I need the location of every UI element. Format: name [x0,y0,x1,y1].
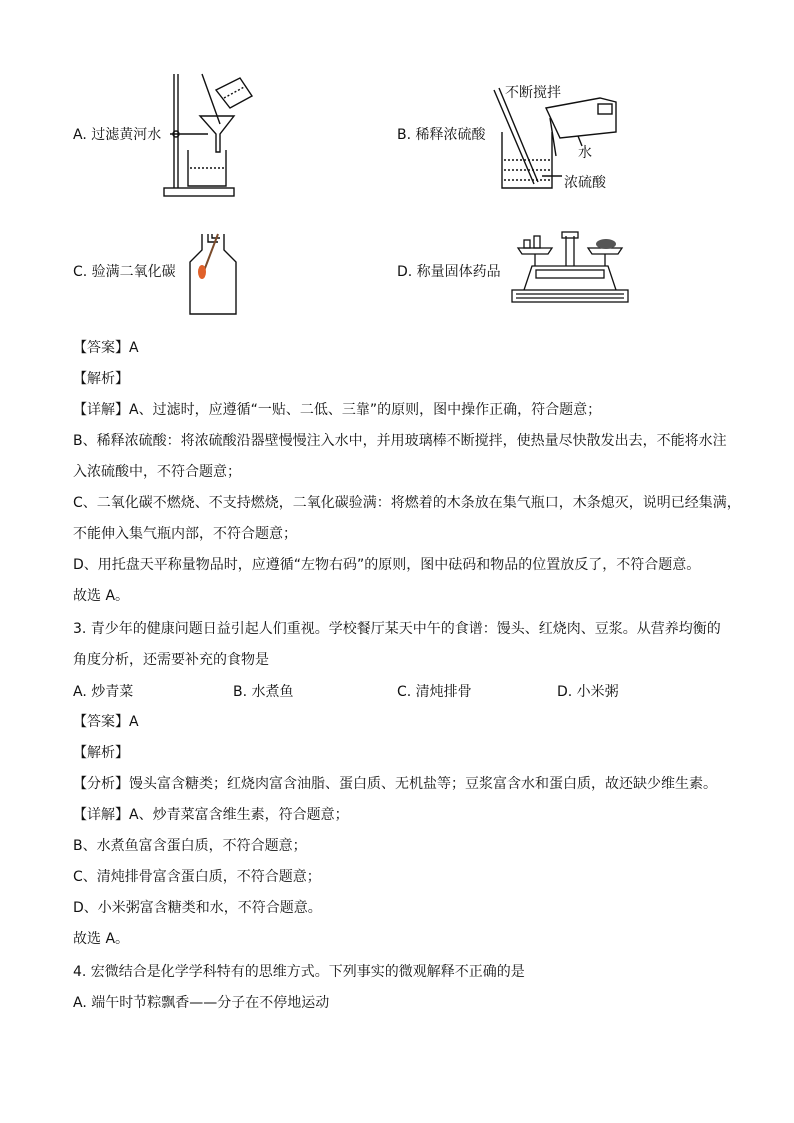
acid-label: 浓硫酸 [564,175,606,191]
q2-answer: 【答案】A [73,340,139,356]
q3-option-c: C. 清炖排骨 [397,684,472,700]
stir-label: 不断搅拌 [505,85,561,101]
q2-line-6: D、用托盘天平称量物品时，应遵循“左物右码”的原则，图中砝码和物品的位置放反了，不符合题意。 [73,557,701,573]
q3-stem-line-2: 角度分析，还需要补充的食物是 [73,652,269,668]
q3-line-5: D、小米粥富含糖类和水，不符合题意。 [73,900,322,916]
gas-bottle-image [186,230,240,318]
q3-option-a: A. 炒青菜 [73,684,134,700]
q2-line-7: 故选 A。 [73,588,130,604]
q2-line-5: 不能伸入集气瓶内部，不符合题意； [73,526,297,542]
q3-analysis-heading: 【解析】 [73,745,129,761]
q2-analysis-heading: 【解析】 [73,371,129,387]
q3-stem-line-1: 3. 青少年的健康问题日益引起人们重视。学校餐厅某天中午的食谱：馒头、红烧肉、豆浆。从营养均衡的 [73,621,721,637]
option-c-label: C. 验满二氧化碳 [73,264,176,280]
q4-option-a: A. 端午时节粽飘香——分子在不停地运动 [73,995,330,1011]
q3-option-b: B. 水煮鱼 [233,684,294,700]
q3-option-d: D. 小米粥 [557,684,619,700]
q3-line-1: 【分析】馒头富含糖类；红烧肉富含油脂、蛋白质、无机盐等；豆浆富含水和蛋白质，故还缺少维生素。 [73,776,717,792]
filtration-apparatus-image [160,72,256,202]
q3-line-3: B、水煮鱼富含蛋白质，不符合题意； [73,838,307,854]
option-a-label: A. 过滤黄河水 [73,127,162,143]
q2-line-2: B、稀释浓硫酸：将浓硫酸沿器壁慢慢注入水中，并用玻璃棒不断搅拌，使热量尽快散发出去，不能将水注 [73,433,727,449]
option-b-label: B. 稀释浓硫酸 [397,127,486,143]
q4-stem: 4. 宏微结合是化学学科特有的思维方式。下列事实的微观解释不正确的是 [73,964,525,980]
q2-line-3: 入浓硫酸中，不符合题意； [73,464,241,480]
q2-line-4: C、二氧化碳不燃烧、不支持燃烧，二氧化碳验满：将燃着的木条放在集气瓶口，木条熄灭，说明已经集满， [73,495,741,511]
option-d-label: D. 称量固体药品 [397,264,501,280]
q2-line-1: 【详解】A、过滤时，应遵循“一贴、二低、三靠”的原则，图中操作正确，符合题意； [73,402,602,418]
water-label: 水 [578,145,592,161]
q3-line-6: 故选 A。 [73,931,130,947]
q3-answer: 【答案】A [73,714,139,730]
q3-line-4: C、清炖排骨富含蛋白质，不符合题意； [73,869,321,885]
q3-line-2: 【详解】A、炒青菜富含维生素，符合题意； [73,807,349,823]
balance-image [510,230,630,306]
